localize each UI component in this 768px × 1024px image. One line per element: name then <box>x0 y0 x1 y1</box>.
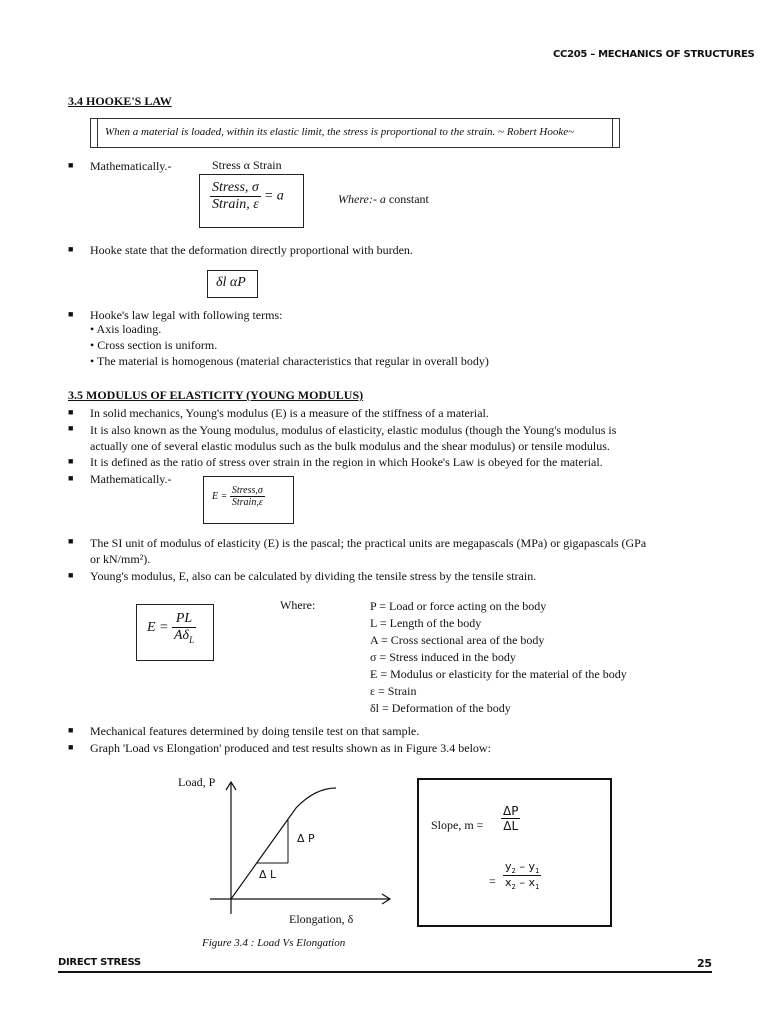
load-curve <box>231 788 336 899</box>
delta-eq-box <box>207 270 258 298</box>
bullet: ■ <box>68 160 74 170</box>
si-unit-line1: The SI unit of modulus of elasticity (E) is the pascal; the practical units are megapascals (MPa) or gigapascals (GPa <box>90 536 647 550</box>
pl-denominator <box>172 628 196 645</box>
footer-chapter: DIRECT STRESS <box>58 957 141 968</box>
young-aka-line2: actually one of several elastic modulus such as the bulk modulus and the shear modulus) or tensile modulus. <box>90 439 610 453</box>
eq-numerator: Stress, σ <box>212 180 259 195</box>
young-calc-text: Young's modulus, E, also can be calculated by dividing the tensile stress by the tensile strain. <box>90 569 537 583</box>
terms-list <box>90 321 489 369</box>
graph-intro-text: Graph 'Load vs Elongation' produced and test results shown as in Figure 3.4 below: <box>90 741 491 755</box>
young-aka-text <box>90 422 616 454</box>
bullet: ■ <box>68 244 74 254</box>
term-item: • Cross section is uniform. <box>90 338 218 352</box>
footer-rule <box>58 971 712 973</box>
hooke-burden-text: Hooke state that the deformation directly proportional with burden. <box>90 243 413 257</box>
scroll-left-edge <box>91 119 98 147</box>
page-number: 25 <box>697 957 712 970</box>
term-item: • The material is homogenous (material characteristics that regular in overall body) <box>90 354 489 368</box>
where-constant <box>338 192 429 207</box>
hooke-quote: When a material is loaded, within its elastic limit, the stress is proportional to the strain. ~ Robert Hooke~ <box>105 126 575 138</box>
where-label: Where:- <box>338 192 380 206</box>
proportionality-text: Stress α Strain <box>212 158 282 172</box>
bullet: ■ <box>68 309 74 319</box>
section-title-hookes-law: 3.4 HOOKE'S LAW <box>68 94 172 108</box>
term-item: • Axis loading. <box>90 322 162 336</box>
e-numerator: Stress,σ <box>231 485 263 496</box>
bullet: ■ <box>68 725 74 735</box>
ratio-def-text: It is defined as the ratio of stress over strain in the region in which Hooke's Law is obeyed for the material. <box>90 455 603 469</box>
bullet: ■ <box>68 742 74 752</box>
slope-equals-2: = <box>489 874 496 888</box>
scroll-right-edge <box>612 119 619 147</box>
pl-equation-box <box>136 604 214 661</box>
definition-item: L = Length of the body <box>370 616 482 630</box>
definition-item: A = Cross sectional area of the body <box>370 633 545 647</box>
where-label-2: Where: <box>280 598 316 612</box>
e-denominator: Strain,ε <box>231 497 263 508</box>
bullet: ■ <box>68 456 74 466</box>
pl-den-main: Aδ <box>174 628 190 643</box>
definitions-list <box>370 598 627 717</box>
bullet: ■ <box>68 536 74 546</box>
eq-denominator: Strain, ε <box>212 197 259 212</box>
bullet: ■ <box>68 407 74 417</box>
young-def-text: In solid mechanics, Young's modulus (E) is a measure of the stiffness of a material. <box>90 406 489 420</box>
definition-item: ε = Strain <box>370 684 417 698</box>
definition-item: δl = Deformation of the body <box>370 701 511 715</box>
slope-box <box>417 778 612 927</box>
figure-caption: Figure 3.4 : Load Vs Elongation <box>202 937 346 949</box>
slope-x-diff: $x_2 - x_1$ <box>505 876 540 892</box>
bullet: ■ <box>68 473 74 483</box>
section-title-young-modulus: 3.5 MODULUS OF ELASTICITY (YOUNG MODULUS) <box>68 388 364 402</box>
definition-item: σ = Stress induced in the body <box>370 650 516 664</box>
stress-strain-equation-box <box>199 174 304 228</box>
young-aka-line1: It is also known as the Young modulus, modulus of elasticity, elastic modulus (though the Young's modulus is <box>90 423 617 437</box>
delta-p-label: Δ P <box>297 832 315 845</box>
definition-item: P = Load or force acting on the body <box>370 599 547 613</box>
pl-numerator: PL <box>172 611 196 628</box>
bullet: ■ <box>68 570 74 580</box>
slope-denominator: ΔL <box>503 819 519 833</box>
tensile-test-text: Mechanical features determined by doing tensile test on that sample. <box>90 724 420 738</box>
si-unit-text <box>90 535 646 567</box>
definition-item: E = Modulus or elasticity for the material of the body <box>370 667 627 681</box>
si-unit-line2: or kN/mm²). <box>90 552 151 566</box>
math-label-2: Mathematically.- <box>90 472 172 486</box>
y-axis-label: Load, P <box>178 775 216 789</box>
modulus-equation-box <box>203 476 294 524</box>
slope-label: Slope, m = <box>431 818 484 832</box>
e-lhs: E = <box>212 491 228 502</box>
delta-eq: δl αP <box>216 275 246 290</box>
bullet: ■ <box>68 423 74 433</box>
quote-scroll <box>90 118 620 148</box>
eq-rhs: = a <box>263 188 284 204</box>
load-elongation-graph <box>200 778 400 918</box>
math-label: Mathematically.- <box>90 159 172 173</box>
where-rest: constant <box>385 192 429 206</box>
slope-y-diff: $y_2 - y_1$ <box>505 860 540 876</box>
x-axis-label: Elongation, δ <box>289 912 354 926</box>
course-header: CC205 – MECHANICS OF STRUCTURES <box>553 49 755 60</box>
pl-lhs: E = <box>147 619 169 635</box>
pl-den-sub: L <box>189 634 195 645</box>
where-var: a <box>379 192 386 206</box>
hooke-legal-text: Hooke's law legal with following terms: <box>90 308 283 322</box>
slope-numerator: ΔP <box>503 804 519 818</box>
delta-l-label: Δ L <box>259 868 277 881</box>
